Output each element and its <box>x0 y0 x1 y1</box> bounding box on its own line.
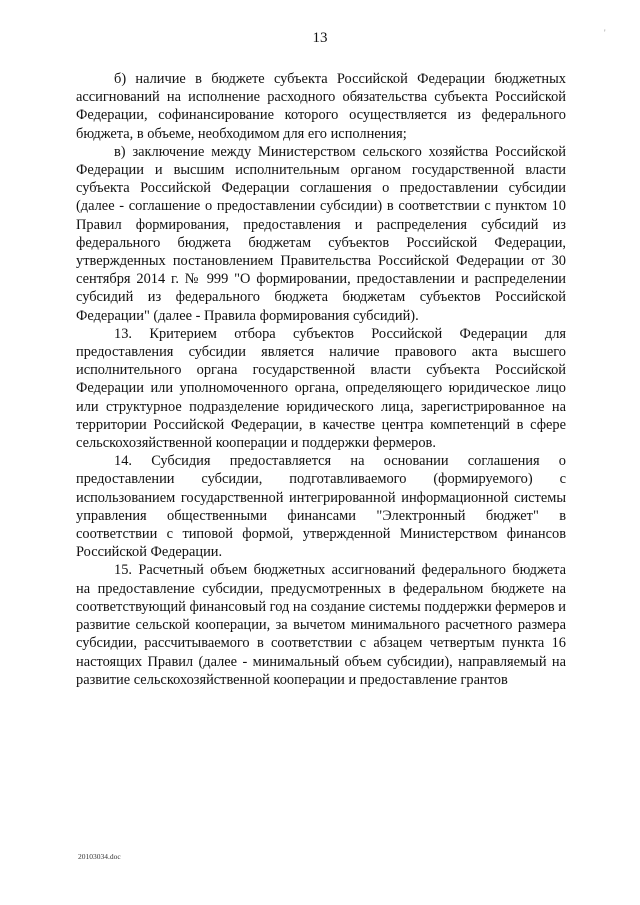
paragraph-v: в) заключение между Министерством сельского хозяйства Российской Федерации и высшим исполнительным органом государственной власти субъекта Российской Федерации соглашения о предоставлении субсидии (далее - соглашение о предоставлении субсидии) в соответствии с пунктом 10 Правил формирования, предоставления и распределения субсидий из федерального бюджета бюджетам субъектов Российской Федерации, утвержденных постановлением Правительства Российской Федерации от 30 сентября 2014 г. № 999 "О формировании, предоставлении и распределении субсидий из федерального бюджета бюджетам субъектов Российской Федерации" (далее - Правила формирования субсидий). <box>76 143 566 324</box>
paragraph-b: б) наличие в бюджете субъекта Российской Федерации бюджетных ассигнований на исполнение расходного обязательства субъекта Российской Федерации, софинансирование которого осуществляется из федерального бюджета, в объеме, необходимом для его исполнения; <box>76 71 566 142</box>
corner-mark: ' <box>604 28 606 38</box>
page-number: 13 <box>312 30 328 46</box>
paragraph-13: 13. Критерием отбора субъектов Российской Федерации для предоставления субсидии является наличие правового акта высшего исполнительного органа государственной власти субъекта Российской Федерации или уполномоченного органа, определяющего юридическое лицо или структурное подразделение юридического лица, зарегистрированное на территории Российской Федерации, в качестве центра компетенций в сфере сельскохозяйственной кооперации и поддержки фермеров. <box>76 325 566 452</box>
paragraph-14: 14. Субсидия предоставляется на основании соглашения о предоставлении субсидии, подготавливаемого (формируемого) с использованием государственной интегрированной информационной системы управления общественными финансами "Электронный бюджет" в соответствии с типовой формой, утвержденной Министерством финансов Российской Федерации. <box>76 453 566 561</box>
footer-filename: 20103034.doc <box>78 852 121 861</box>
paragraph-15: 15. Расчетный объем бюджетных ассигнований федерального бюджета на предоставление субсидии, предусмотренных в федеральном бюджете на соответствующий финансовый год на создание системы поддержки фермеров и развитие сельской кооперации, за вычетом минимального расчетного размера субсидии, рассчитываемого в соответствии с абзацем четвертым пункта 16 настоящих Правил (далее - минимальный объем субсидии), направляемый на развитие сельскохозяйственной кооперации и предоставление грантов <box>76 562 566 688</box>
document-body <box>76 70 566 689</box>
